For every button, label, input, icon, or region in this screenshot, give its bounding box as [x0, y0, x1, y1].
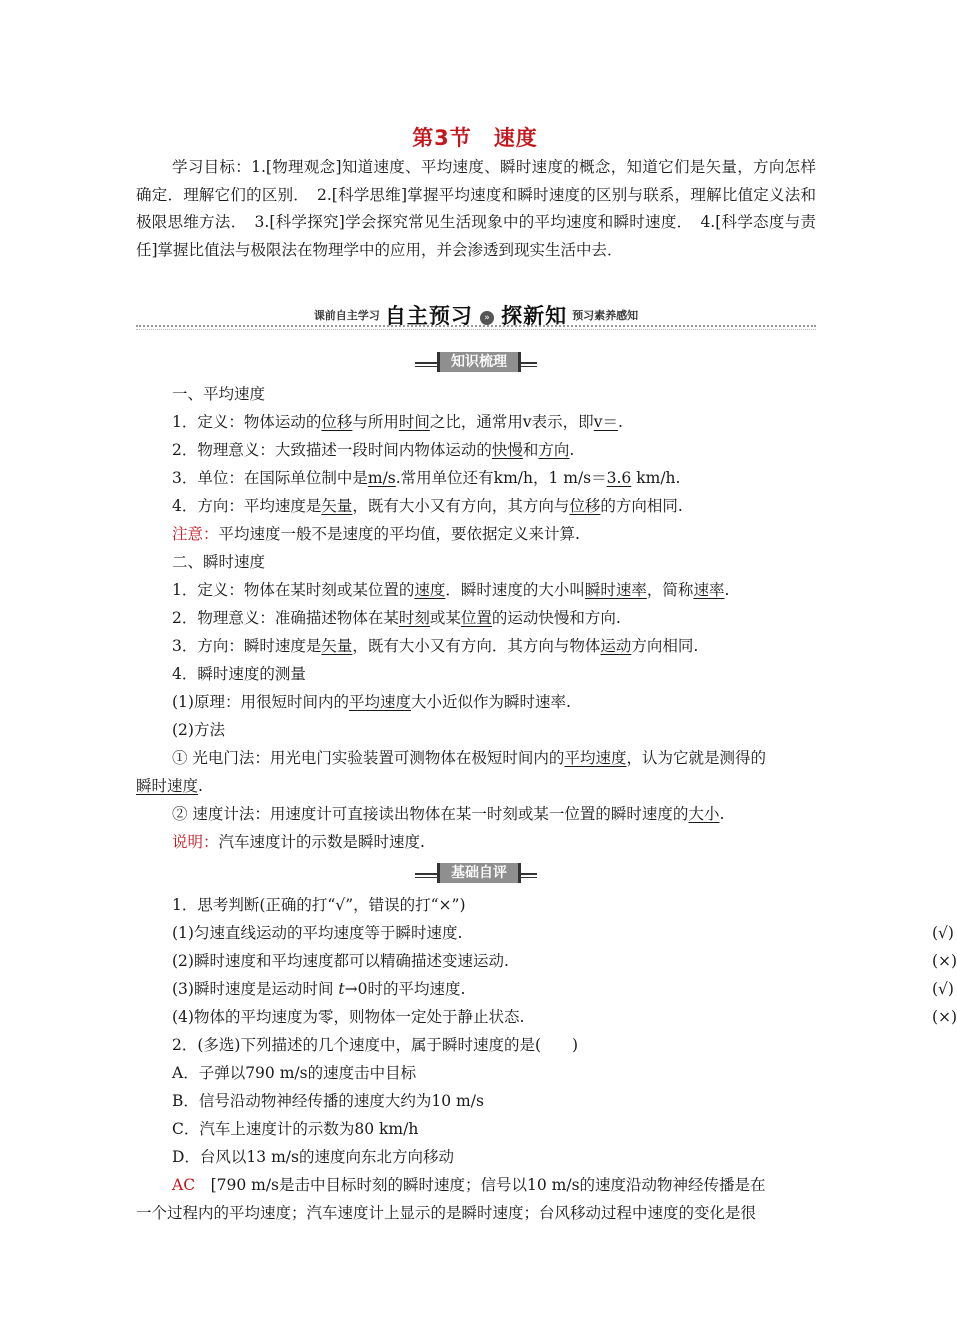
learning-goals — [136, 154, 816, 264]
answer-text: [790 m/s是击中目标时刻的瞬时速度；信号以10 m/s的速度沿动物神经传播是在 — [195, 1176, 766, 1194]
blank: 时刻 — [398, 609, 430, 627]
judge-text: (2)瞬时速度和平均速度都可以精确描述变速运动. — [172, 952, 509, 970]
heading-knowledge-label: 知识梳理 — [437, 352, 521, 372]
page-title: 第3节 速度 — [412, 126, 538, 150]
text: 2．物理意义：准确描述物体在某 — [172, 609, 399, 627]
judge-mark: (×) — [932, 952, 957, 970]
blank: 速率 — [693, 581, 725, 599]
heading-self-test-label: 基础自评 — [437, 863, 521, 883]
answer-line-2: 一个过程内的平均速度；汽车速度计上显示的是瞬时速度；台风移动过程中速度的变化是很 — [136, 1204, 757, 1222]
text: . — [198, 777, 203, 795]
measure-principle — [172, 692, 852, 712]
option-c: C．汽车上速度计的示数为80 km/h — [172, 1120, 419, 1138]
text: . — [719, 805, 725, 823]
text: 或某 — [429, 609, 461, 627]
text: 大小近似作为瞬时速率. — [410, 693, 571, 711]
judge-mark: (√) — [932, 980, 954, 998]
blank: 矢量 — [321, 497, 353, 515]
note-label: 注意： — [172, 525, 219, 543]
text: ，既有大小又有方向，其方向与 — [352, 497, 570, 515]
judge-text: →0时的平均速度. — [344, 980, 466, 998]
section-banner — [136, 300, 816, 334]
heading-self-test — [415, 863, 537, 885]
answer-label: AC — [172, 1176, 196, 1194]
text: 与所用 — [352, 413, 399, 431]
blank: 平均速度 — [564, 749, 627, 767]
text: 2．物理意义：大致描述一段时间内物体运动的 — [172, 441, 492, 459]
question-2: 2．(多选)下列描述的几个速度中，属于瞬时速度的是( ) — [172, 1036, 579, 1054]
avg-unit — [172, 468, 852, 488]
text: km/h. — [631, 469, 681, 487]
blank: 速度 — [414, 581, 446, 599]
judge-text-var: t — [338, 980, 345, 998]
banner-main-1: 自主预习 — [384, 304, 473, 328]
text: 方向相同. — [631, 637, 699, 655]
avg-direction — [172, 496, 852, 516]
avg-definition — [172, 412, 852, 432]
blank: 快慢 — [491, 441, 523, 459]
explanation — [172, 832, 852, 852]
banner-dotted-rule-2 — [136, 329, 816, 330]
text: 之比，通常用v表示，即 — [429, 413, 594, 431]
blank: v＝ — [593, 413, 618, 431]
judge-text: (3)瞬时速度是运动时间 — [172, 980, 339, 998]
option-a: A．子弹以790 m/s的速度击中目标 — [172, 1064, 417, 1082]
inst-title: 二、瞬时速度 — [172, 553, 266, 571]
learning-goals-text: 学习目标：1.[物理观念]知道速度、平均速度、瞬时速度的概念，知道它们是矢量，方向怎样确定．理解它们的区别． 2.[科学思维]掌握平均速度和瞬时速度的区别与联系，理解比值定义法和极限思维方法． 3.[科学探究]学会探究常见生活现象中的平均速度和瞬时速度． 4.[科学态度与责任]掌握比值法与极限法在物理学中的应用，并会渗透到现实生活中去． — [136, 158, 816, 259]
method-photogate-cont — [136, 776, 816, 796]
text: (1)原理：用很短时间内的 — [172, 693, 349, 711]
text: ，认为它就是测得的 — [626, 749, 766, 767]
avg-meaning — [172, 440, 852, 460]
banner-left-label: 课前自主学习 — [313, 309, 380, 322]
text: 1．定义：物体运动的 — [172, 413, 322, 431]
explanation-label: 说明： — [172, 833, 219, 851]
avg-title: 一、平均速度 — [172, 385, 266, 403]
blank: 时间 — [398, 413, 430, 431]
blank: 矢量 — [321, 637, 353, 655]
judge-mark: (√) — [932, 924, 954, 942]
text: 4．方向：平均速度是 — [172, 497, 322, 515]
method-speedometer — [172, 804, 852, 824]
answer-line-1 — [172, 1175, 852, 1195]
option-d: D．台风以13 m/s的速度向东北方向移动 — [172, 1148, 454, 1166]
inst-definition — [172, 580, 852, 600]
blank: 位移 — [569, 497, 601, 515]
blank: m/s — [367, 469, 396, 487]
blank: 平均速度 — [348, 693, 411, 711]
judge-text: (1)匀速直线运动的平均速度等于瞬时速度. — [172, 924, 463, 942]
judge-mark: (×) — [932, 1008, 957, 1026]
blank: 瞬时速度 — [136, 777, 199, 795]
option-b: B．信号沿动物神经传播的速度大约为10 m/s — [172, 1092, 484, 1110]
double-arrow-icon: » — [480, 311, 494, 325]
inst-meaning — [172, 608, 852, 628]
blank: 方向 — [538, 441, 570, 459]
judge-text: (4)物体的平均速度为零，则物体一定处于静止状态. — [172, 1008, 525, 1026]
note-text: 平均速度一般不是速度的平均值，要依据定义来计算. — [218, 525, 580, 543]
text: ，简称 — [646, 581, 694, 599]
blank: 大小 — [688, 805, 720, 823]
text: .常用单位还有km/h，1 m/s＝ — [395, 469, 607, 487]
banner-right-label: 预习素养感知 — [572, 309, 639, 322]
text: 3．方向：瞬时速度是 — [172, 637, 322, 655]
blank: 瞬时速率 — [584, 581, 647, 599]
text: ，既有大小又有方向．其方向与物体 — [352, 637, 601, 655]
text: ② 速度计法：用速度计可直接读出物体在某一时刻或某一位置的瞬时速度的 — [172, 805, 689, 823]
banner-main-2: 探新知 — [501, 304, 568, 328]
blank: 位置 — [460, 609, 492, 627]
blank: 3.6 — [606, 469, 632, 487]
judge-item — [172, 951, 957, 971]
question-1: 1．思考判断(正确的打“√”，错误的打“×”) — [172, 896, 466, 914]
text: . — [724, 581, 730, 599]
text: 的运动快慢和方向. — [491, 609, 621, 627]
judge-item — [172, 1007, 957, 1027]
text: 和 — [522, 441, 539, 459]
text: . — [569, 441, 575, 459]
judge-item — [172, 979, 954, 999]
text: 的方向相同. — [600, 497, 683, 515]
inst-direction — [172, 636, 852, 656]
text: ．瞬时速度的大小叫 — [445, 581, 585, 599]
banner-dotted-rule — [136, 325, 816, 327]
judge-item — [172, 923, 954, 943]
text: ① 光电门法：用光电门实验装置可测物体在极短时间内的 — [172, 749, 565, 767]
text: . — [617, 413, 623, 431]
explanation-text: 汽车速度计的示数是瞬时速度. — [218, 833, 425, 851]
text: 1．定义：物体在某时刻或某位置的 — [172, 581, 415, 599]
method-photogate — [172, 748, 852, 768]
blank: 运动 — [600, 637, 632, 655]
measure-title: 4．瞬时速度的测量 — [172, 665, 306, 683]
avg-note — [172, 524, 852, 544]
heading-knowledge — [415, 352, 537, 374]
text: 3．单位：在国际单位制中是 — [172, 469, 368, 487]
measure-method: (2)方法 — [172, 721, 225, 739]
blank: 位移 — [321, 413, 353, 431]
